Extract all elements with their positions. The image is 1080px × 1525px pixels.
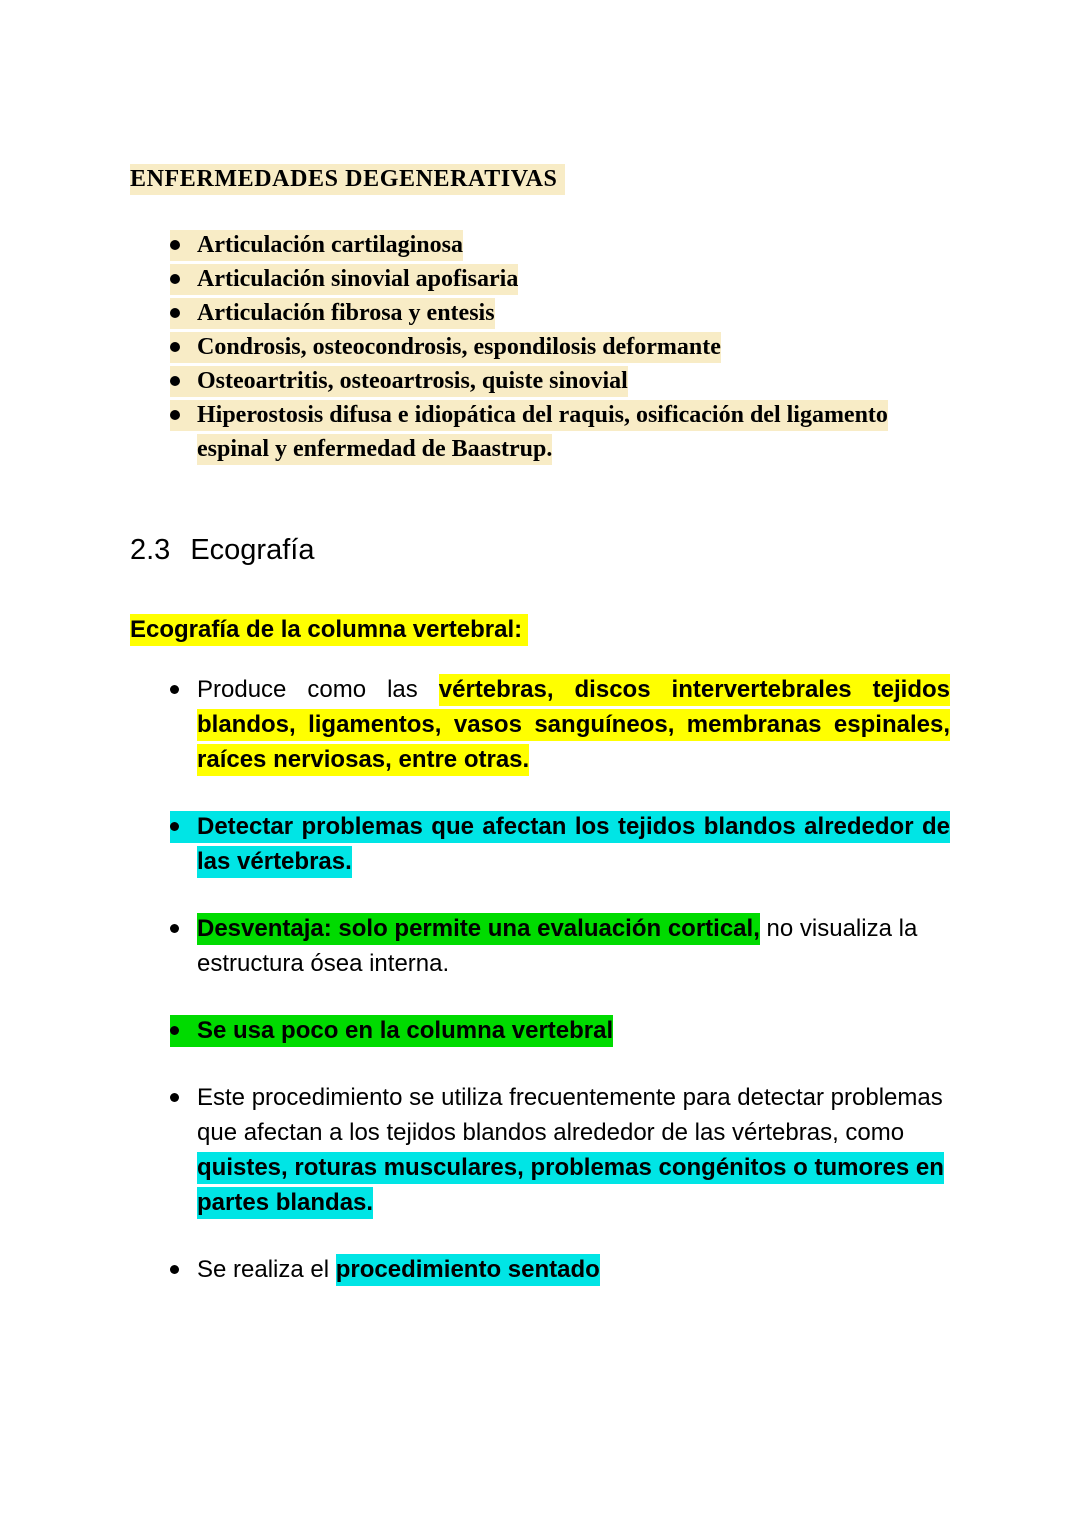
item-highlight: [170, 230, 463, 261]
subheading: [130, 612, 950, 647]
bullet-item: [130, 1252, 950, 1287]
text-segment: Se realiza el: [197, 1256, 336, 1283]
item-text: Condrosis, osteocondrosis, espondilosis deformante: [197, 334, 721, 360]
section-ecografia: [130, 530, 950, 1287]
text-segment: procedimiento sentado: [336, 1254, 600, 1286]
section-heading: [130, 162, 950, 196]
item-highlight: [170, 366, 628, 397]
list-item: [130, 330, 950, 364]
text-segment: vértebras, discos intervertebrales tejidos blandos, ligamentos, vasos sanguíneos, membranas espinales, raíces nerviosas, entre otras.: [197, 674, 950, 776]
bullet-icon: [170, 809, 197, 844]
bullet-item: [130, 911, 950, 981]
item-text: Articulación fibrosa y entesis: [197, 300, 495, 326]
bullet-icon: [170, 398, 197, 432]
degenerative-list: [130, 228, 950, 466]
bullet-item: [130, 1013, 950, 1048]
bullet-icon: [170, 330, 197, 364]
section-number: 2.3: [130, 534, 171, 566]
item-text: Hiperostosis difusa e idiopática del raquis, osificación del ligamento espinal y enfermedad de Baastrup.: [197, 402, 888, 462]
text-segment: Se usa poco en la columna vertebral: [197, 1017, 614, 1044]
item-highlight: [170, 264, 518, 295]
ecografia-bullet-list: [130, 672, 950, 1287]
text-segment: no visualiza la estructura ósea interna.: [197, 915, 918, 977]
bullet-icon: [170, 1252, 197, 1287]
heading-text: ENFERMEDADES DEGENERATIVAS: [130, 164, 565, 195]
item-text: Articulación sinovial apofisaria: [197, 266, 519, 292]
item-highlight: [170, 400, 888, 465]
bullet-icon: [170, 228, 197, 262]
section-title: [130, 530, 950, 570]
item-highlight: [170, 298, 495, 329]
list-item: [130, 398, 950, 466]
bullet-icon: [170, 911, 197, 946]
section-enfermedades-degenerativas: [130, 162, 950, 466]
subheading-text: Ecografía de la columna vertebral:: [130, 614, 528, 646]
item-highlight: [170, 811, 950, 878]
text-segment: Detectar problemas que afectan los tejidos blandos alrededor de las vértebras.: [197, 813, 950, 875]
bullet-icon: [170, 262, 197, 296]
list-item: [130, 296, 950, 330]
item-highlight: [170, 332, 721, 363]
bullet-item: [130, 1080, 950, 1220]
text-segment: Este procedimiento se utiliza frecuentemente para detectar problemas que afectan a los tejidos blandos alrededor de las vértebras, como: [197, 1084, 943, 1146]
bullet-item: [130, 672, 950, 777]
bullet-item: [130, 809, 950, 879]
text-segment: Desventaja: solo permite una evaluación cortical,: [197, 913, 760, 945]
text-segment: Produce como las: [197, 676, 439, 703]
bullet-icon: [170, 1013, 197, 1048]
text-segment: quistes, roturas musculares, problemas congénitos o tumores en partes blandas.: [197, 1152, 944, 1219]
bullet-icon: [170, 364, 197, 398]
list-item: [130, 262, 950, 296]
list-item: [130, 364, 950, 398]
item-text: Osteoartritis, osteoartrosis, quiste sinovial: [197, 368, 628, 394]
bullet-icon: [170, 1080, 197, 1115]
bullet-icon: [170, 672, 197, 707]
section-title-text: Ecografía: [190, 534, 315, 566]
bullet-icon: [170, 296, 197, 330]
list-item: [130, 228, 950, 262]
item-text: Articulación cartilaginosa: [197, 232, 463, 258]
item-highlight: [170, 1015, 613, 1047]
